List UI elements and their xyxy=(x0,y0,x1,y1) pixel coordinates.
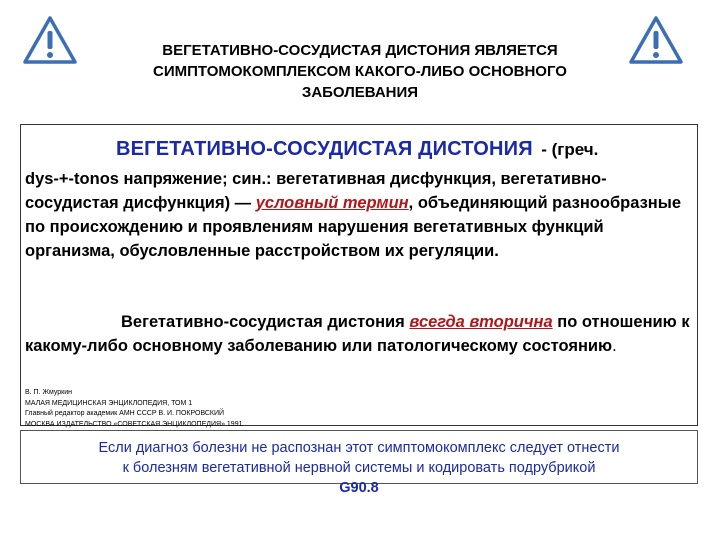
secondary-part1: Вегетативно-сосудистая дистония xyxy=(121,313,410,331)
definition-text xyxy=(25,167,695,263)
footer-note xyxy=(20,430,698,496)
definition-part1: dys-+-tonos напряжение; син.: вегетативная дисфункция, вегетативно-сосудистая дисфункция) — xyxy=(25,170,607,212)
secondary-part2: по отношению к какому-либо основному заболеванию или патологическому состоянию xyxy=(25,313,690,355)
citation xyxy=(25,388,425,430)
secondary-end: . xyxy=(612,337,617,355)
definition-emphasis: условный термин xyxy=(255,194,409,212)
term-origin: - (греч. xyxy=(541,140,599,159)
citation-publisher: МОСКВА ИЗДАТЕЛЬСТВО «СОВЕТСКАЯ ЭНЦИКЛОПЕДИЯ» 1991 xyxy=(25,420,243,428)
page-title xyxy=(100,40,620,103)
title-line: ЗАБОЛЕВАНИЯ xyxy=(301,84,419,101)
citation-author: В. П. Жмуркин xyxy=(25,389,72,396)
diagnosis-code: G90.8 xyxy=(339,480,379,496)
footer-line-1: Если диагноз болезни не распознан этот симптомокомплекс следует отнести xyxy=(98,440,620,456)
warning-triangle-icon xyxy=(22,15,78,65)
definition-box xyxy=(20,124,698,426)
footer-line-2 xyxy=(21,458,697,498)
definition-part2: , объединяющий разнообразные по происхождению и проявлениям нарушения вегетативных функций организма, обусловленные расстройством их регуляции. xyxy=(25,194,682,260)
footer-text xyxy=(21,438,697,498)
secondary-emphasis: всегда вторична xyxy=(409,313,553,331)
secondary-statement xyxy=(25,310,695,358)
title-line: ВЕГЕТАТИВНО-СОСУДИСТАЯ ДИСТОНИЯ ЯВЛЯЕТСЯ xyxy=(162,42,558,59)
title-line: СИМПТОМОКОМПЛЕКСОМ КАКОГО-ЛИБО ОСНОВНОГО xyxy=(153,63,567,80)
footer-line-2-text: к болезням вегетативной нервной системы и кодировать подрубрикой xyxy=(122,460,596,476)
citation-source: МАЛАЯ МЕДИЦИНСКАЯ ЭНЦИКЛОПЕДИЯ, ТОМ 1 xyxy=(25,399,193,407)
term-line xyxy=(116,138,598,161)
warning-triangle-icon xyxy=(628,15,684,65)
citation-editor: Главный редактор академик АМН СССР В. И. ПОКРОВСКИЙ xyxy=(25,410,225,417)
term-heading: ВЕГЕТАТИВНО-СОСУДИСТАЯ ДИСТОНИЯ xyxy=(116,138,533,160)
